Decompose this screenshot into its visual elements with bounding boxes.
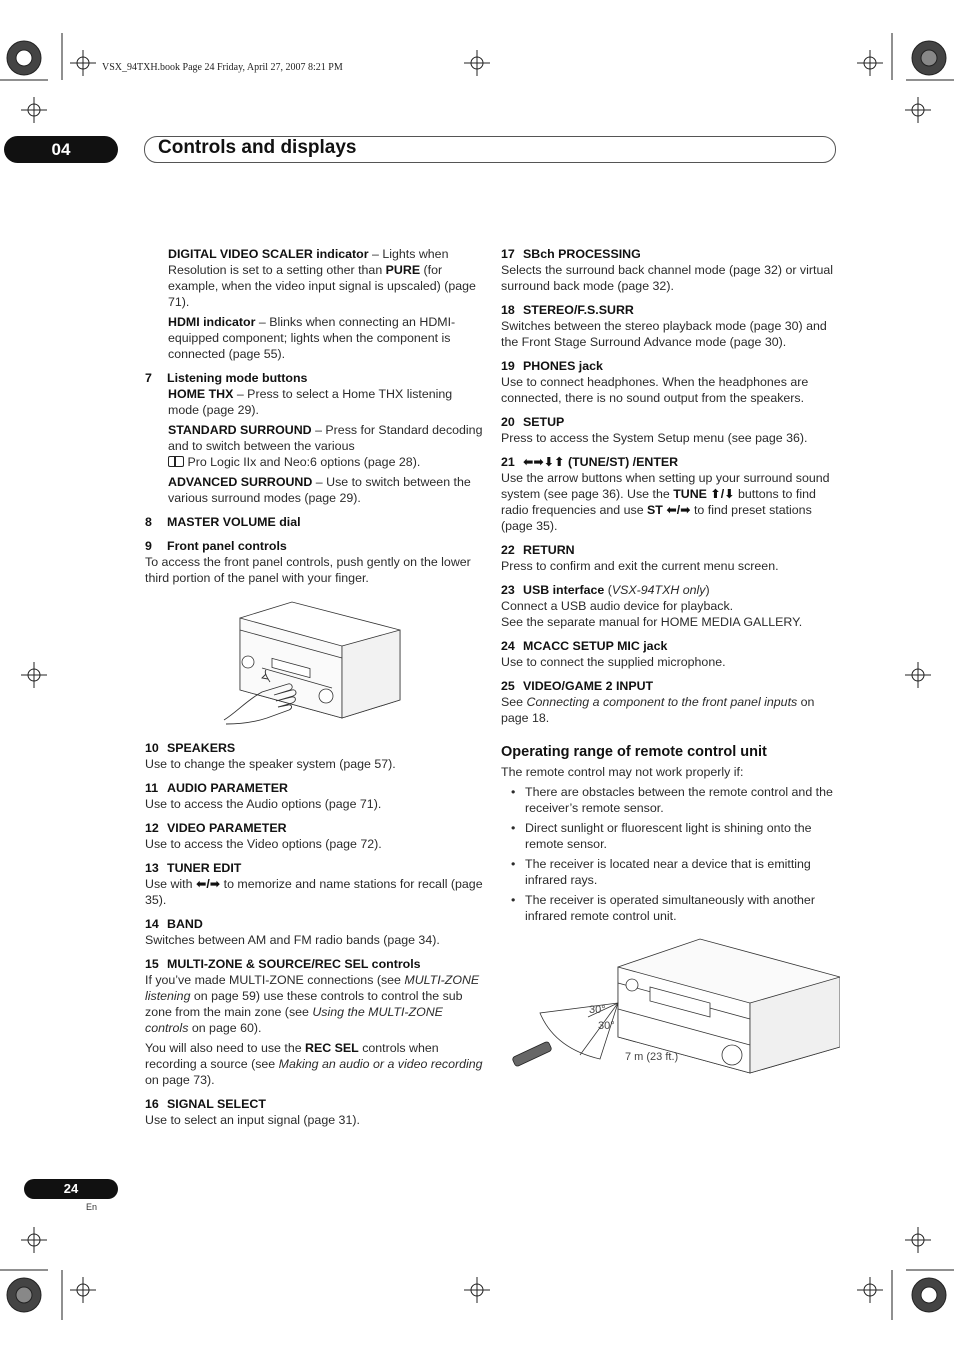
standard-surround-text: – Press for Standard decoding and to switch between the various: [168, 423, 483, 453]
item-19: [501, 358, 841, 406]
item-text-2: See the separate manual for HOME MEDIA GALLERY.: [501, 615, 803, 629]
item-number: 21: [501, 455, 515, 469]
item-text: Use the arrow buttons when setting up your surround sound system (see page 36). Use the: [501, 471, 830, 501]
front-panel-illustration: [222, 600, 402, 728]
item-text: See: [501, 695, 527, 709]
chapter-title: Controls and displays: [158, 137, 357, 158]
item-23: [501, 582, 841, 630]
item-17: [501, 246, 841, 294]
item-14: [145, 916, 485, 948]
item-reference: Making an audio or a video recording: [278, 1057, 483, 1071]
item-heading: SETUP: [523, 415, 565, 429]
dvs-indicator-heading: DIGITAL VIDEO SCALER indicator: [168, 247, 369, 261]
item-number: 9: [145, 539, 152, 553]
item-number: 19: [501, 359, 515, 373]
rec-sel-label: REC SEL: [305, 1041, 359, 1055]
item-text-3: on page 73).: [145, 1073, 215, 1087]
item-text: Connect a USB audio device for playback.: [501, 599, 734, 613]
model-note: VSX-94TXH only: [611, 583, 706, 597]
home-thx-text: – Press to select a Home THX listening mode (page 29).: [168, 387, 453, 417]
item-text-2: buttons to find radio frequencies and use: [501, 487, 816, 517]
tune-label: TUNE: [673, 487, 707, 501]
item-number: 17: [501, 247, 515, 261]
item-heading: (TUNE/ST) /ENTER: [564, 455, 679, 469]
item-heading: SIGNAL SELECT: [167, 1097, 266, 1111]
item-heading: PHONES jack: [523, 359, 603, 373]
item-text: Selects the surround back channel mode (page 32) or virtual surround back mode (page 32).: [501, 263, 833, 293]
item-text-2: on page 59) use these controls to control the sub zone from the main zone (see: [145, 989, 463, 1019]
item-15-recording-note: [145, 1040, 485, 1088]
standard-surround-heading: STANDARD SURROUND: [168, 423, 312, 437]
item-text: Switches between AM and FM radio bands (page 34).: [145, 933, 440, 947]
item-reference: MULTI-ZONE listening: [145, 973, 480, 1003]
item-number: 24: [501, 639, 515, 653]
item-heading: BAND: [167, 917, 203, 931]
section-heading: Operating range of remote control unit: [501, 744, 767, 760]
list-item: • The receiver is located near a device that is emitting infrared rays.: [501, 856, 841, 888]
home-thx-heading: HOME THX: [168, 387, 234, 401]
item-heading: MCACC SETUP MIC jack: [523, 639, 668, 653]
item-text: Use to select an input signal (page 31).: [145, 1113, 360, 1127]
home-thx-entry: [145, 386, 485, 418]
chapter-number-badge: 04: [4, 136, 118, 163]
item-heading: SPEAKERS: [167, 741, 236, 755]
item-heading: MULTI-ZONE & SOURCE/REC SEL controls: [167, 957, 421, 971]
item-20: [501, 414, 841, 446]
item-text-3: to find preset stations (page 35).: [501, 503, 812, 533]
advanced-surround-entry: [145, 474, 485, 506]
item-10: [145, 740, 485, 772]
dvs-text: – Lights when Resolution is set to a setting other than: [168, 247, 449, 277]
advanced-surround-text: – Use to switch between the various surround modes (page 29).: [168, 475, 471, 505]
conditions-list: [501, 784, 841, 924]
item-reference: Connecting a component to the front panel inputs: [526, 695, 798, 709]
right-column: [501, 246, 841, 928]
section-intro: The remote control may not work properly if:: [501, 765, 744, 779]
item-text: Use to access the Video options (page 72).: [145, 837, 382, 851]
item-heading: AUDIO PARAMETER: [167, 781, 288, 795]
dvs-text-2: (for example, when the video input signal is upscaled) (page 71).: [168, 263, 476, 309]
item-15: [145, 956, 485, 1036]
item-21: [501, 454, 841, 534]
paren-open: (: [604, 583, 612, 597]
item-reference-2: Using the MULTI-ZONE controls: [145, 1005, 443, 1035]
item-text-2: controls when recording a source (see: [145, 1041, 439, 1071]
pure-label: PURE: [385, 263, 421, 277]
item-number: 23: [501, 583, 515, 597]
list-item: • Direct sunlight or fluorescent light is shining onto the remote sensor.: [501, 820, 841, 852]
item-heading: VIDEO/GAME 2 INPUT: [523, 679, 654, 693]
item-heading: Front panel controls: [167, 539, 287, 553]
item-24: [501, 638, 841, 670]
item-22: [501, 542, 841, 574]
item-text-2: on page 18.: [501, 695, 815, 725]
item-text: Use to connect the supplied microphone.: [501, 655, 726, 669]
left-right-arrow-icon: ⬅/➡: [662, 503, 691, 517]
item-text: To access the front panel controls, push gently on the lower third portion of the panel with your finger.: [145, 555, 471, 585]
item-number: 20: [501, 415, 515, 429]
item-text: Press to access the System Setup menu (see page 36).: [501, 431, 808, 445]
item-25: [501, 678, 841, 726]
list-item: • There are obstacles between the remote control and the receiver’s remote sensor.: [501, 784, 841, 816]
item-heading: TUNER EDIT: [167, 861, 242, 875]
standard-surround-entry: [145, 422, 485, 470]
hdmi-text: – Blinks when connecting an HDMI-equipped component; lights when the component is connected (page 55).: [168, 315, 456, 361]
item-text: You will also need to use the: [145, 1041, 306, 1055]
item-text: Use with: [145, 877, 196, 891]
item-11: [145, 780, 485, 812]
item-number: 25: [501, 679, 515, 693]
item-text: Use to change the speaker system (page 57).: [145, 757, 396, 771]
up-down-arrow-icon: ⬆/⬇: [706, 487, 735, 501]
dvs-indicator-entry: [145, 246, 485, 310]
paren-close: ): [705, 583, 710, 597]
item-number: 22: [501, 543, 515, 557]
item-text: Press to confirm and exit the current menu screen.: [501, 559, 779, 573]
item-heading: RETURN: [523, 543, 575, 557]
language-code: En: [86, 1202, 98, 1212]
item-text: Switches between the stereo playback mode (page 30) and the Front Stage Surround Advance mode (page 30).: [501, 319, 827, 349]
item-number: 18: [501, 303, 515, 317]
item-heading: VIDEO PARAMETER: [167, 821, 287, 835]
item-8: [145, 514, 485, 530]
item-9: [145, 538, 485, 586]
item-text-2: to memorize and name stations for recall (page 35).: [145, 877, 483, 907]
list-item: • The receiver is operated simultaneously with another infrared remote control unit.: [501, 892, 841, 924]
item-heading: SBch PROCESSING: [523, 247, 641, 261]
dolby-logo-icon: [168, 456, 184, 467]
angle-label-lower: 30°: [598, 1020, 615, 1032]
left-right-arrow-icon: ⬅/➡: [195, 877, 221, 891]
item-number: 15: [145, 957, 159, 971]
item-number: 7: [145, 371, 152, 385]
hdmi-indicator-entry: [145, 314, 485, 362]
item-heading: USB interface: [523, 583, 605, 597]
hdmi-indicator-heading: HDMI indicator: [168, 315, 256, 329]
item-text-3: on page 60).: [188, 1021, 262, 1035]
advanced-surround-heading: ADVANCED SURROUND: [168, 475, 313, 489]
page-number: 24: [24, 1179, 118, 1199]
item-heading: STEREO/F.S.SURR: [523, 303, 634, 317]
item-number: 12: [145, 821, 159, 835]
item-7: [145, 370, 485, 386]
item-number: 13: [145, 861, 159, 875]
item-number: 10: [145, 741, 159, 755]
print-header: VSX_94TXH.book Page 24 Friday, April 27, 2007 8:21 PM: [102, 62, 343, 73]
item-text: Use to connect headphones. When the headphones are connected, there is no sound output from the speakers.: [501, 375, 809, 405]
distance-label: 7 m (23 ft.): [625, 1051, 679, 1063]
item-text: If you’ve made MULTI-ZONE connections (see: [145, 973, 405, 987]
item-13: [145, 860, 485, 908]
item-16: [145, 1096, 485, 1128]
item-number: 14: [145, 917, 159, 931]
arrow-keys-icon: ⬅➡⬇⬆: [523, 455, 565, 469]
item-number: 11: [145, 781, 159, 795]
item-12: [145, 820, 485, 852]
remote-range-illustration: [510, 937, 840, 1077]
standard-surround-text-2: Pro Logic IIx and Neo:6 options (page 28).: [184, 455, 421, 469]
item-heading: Listening mode buttons: [167, 371, 308, 385]
angle-label-upper: 30°: [589, 1004, 606, 1016]
item-number: 16: [145, 1097, 159, 1111]
item-heading: MASTER VOLUME dial: [167, 515, 301, 529]
st-label: ST: [647, 503, 663, 517]
item-text: Use to access the Audio options (page 71).: [145, 797, 382, 811]
item-number: 8: [145, 515, 152, 529]
item-18: [501, 302, 841, 350]
